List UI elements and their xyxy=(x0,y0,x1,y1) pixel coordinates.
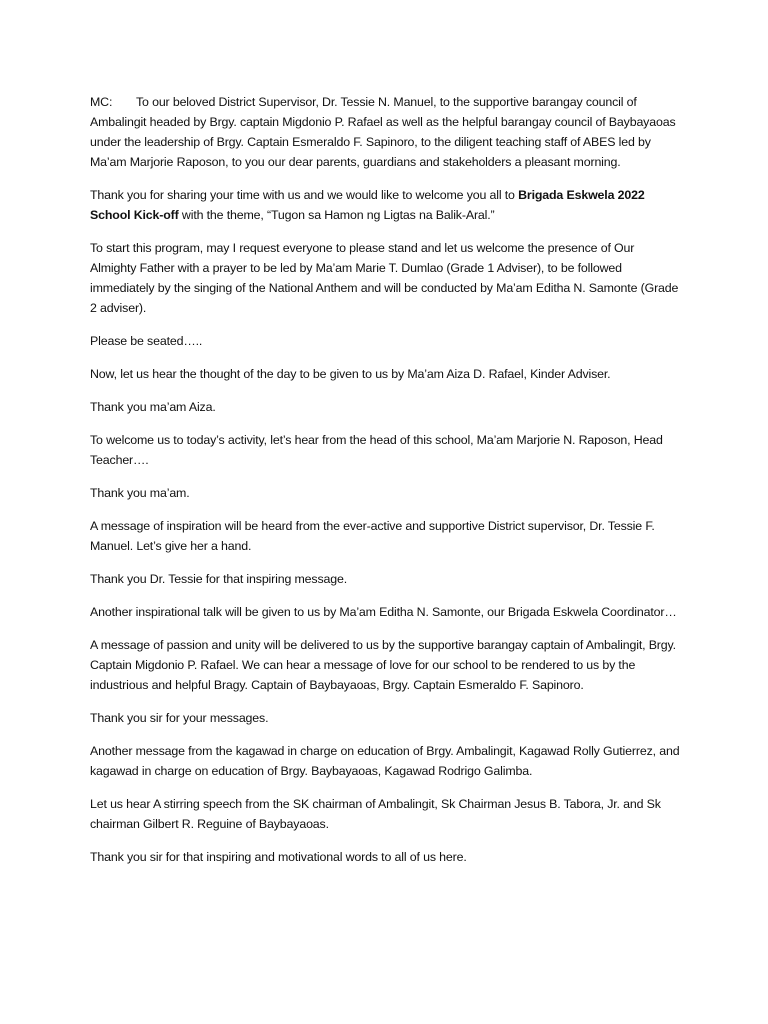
paragraph-opening-greeting xyxy=(90,92,682,172)
paragraph-thank-you-sir: Thank you sir for your messages. xyxy=(90,711,269,725)
mc-label: MC: xyxy=(90,95,113,109)
paragraph-kagawad-message: Another message from the kagawad in charge on education of Brgy. Ambalingit, Kagawad Rolly Gutierrez, and kagawad in charge on education of Brgy. Baybayaoas, Kagawad Rodrigo Galimba. xyxy=(90,744,680,778)
event-title: Brigada Eskwela 2022 School Kick-off xyxy=(90,188,645,222)
paragraph-thank-you-maam: Thank you ma’am. xyxy=(90,486,190,500)
opening-greeting-text: To our beloved District Supervisor, Dr. Tessie N. Manuel, to the supportive barangay council of Ambalingit headed by Brgy. captain Migdonio P. Rafael as well as the helpful barangay council of Baybayaoas under the leadership of Brgy. Captain Esmeraldo F. Sapinoro, to the diligent teaching staff of ABES led by Ma’am Marjorie Raposon, to you our dear parents, guardians and stakeholders a pleasant morning. xyxy=(90,95,676,169)
paragraph-sk-chairman-speech: Let us hear A stirring speech from the SK chairman of Ambalingit, Sk Chairman Jesus B. Tabora, Jr. and Sk chairman Gilbert R. Reguine of Baybayaoas. xyxy=(90,797,661,831)
paragraph-coordinator-talk: Another inspirational talk will be given to us by Ma’am Editha N. Samonte, our Brigada Eskwela Coordinator… xyxy=(90,605,677,619)
welcome-text-start: Thank you for sharing your time with us and we would like to welcome you all to xyxy=(90,188,519,202)
paragraph-closing-thanks: Thank you sir for that inspiring and motivational words to all of us here. xyxy=(90,850,467,864)
paragraph-district-supervisor-message: A message of inspiration will be heard from the ever-active and supportive District supervisor, Dr. Tessie F. Manuel. Let’s give her a hand. xyxy=(90,519,655,553)
paragraph-thank-you-aiza: Thank you ma’am Aiza. xyxy=(90,400,216,414)
paragraph-thank-you-dr-tessie: Thank you Dr. Tessie for that inspiring message. xyxy=(90,572,348,586)
paragraph-welcome xyxy=(90,185,682,225)
paragraph-thought-of-the-day: Now, let us hear the thought of the day to be given to us by Ma’am Aiza D. Rafael, Kinder Adviser. xyxy=(90,367,611,381)
paragraph-head-teacher-welcome: To welcome us to today’s activity, let’s hear from the head of this school, Ma’am Marjorie N. Raposon, Head Teacher…. xyxy=(90,433,663,467)
paragraph-prayer-anthem: To start this program, may I request everyone to please stand and let us welcome the presence of Our Almighty Father with a prayer to be led by Ma’am Marie T. Dumlao (Grade 1 Adviser), to be followed immediately by the singing of the National Anthem and will be conducted by Ma’am Editha N. Samonte (Grade 2 adviser). xyxy=(90,241,679,315)
paragraph-please-be-seated: Please be seated….. xyxy=(90,334,203,348)
paragraph-barangay-captains-message: A message of passion and unity will be delivered to us by the supportive barangay captain of Ambalingit, Brgy. Captain Migdonio P. Rafael. We can hear a message of love for our school to be rendered to us by the industrious and helpful Bragy. Captain of Baybayaoas, Brgy. Captain Esmeraldo F. Sapinoro. xyxy=(90,638,676,692)
welcome-text-theme: with the theme, “Tugon sa Hamon ng Ligtas na Balik-Aral.” xyxy=(178,208,495,222)
